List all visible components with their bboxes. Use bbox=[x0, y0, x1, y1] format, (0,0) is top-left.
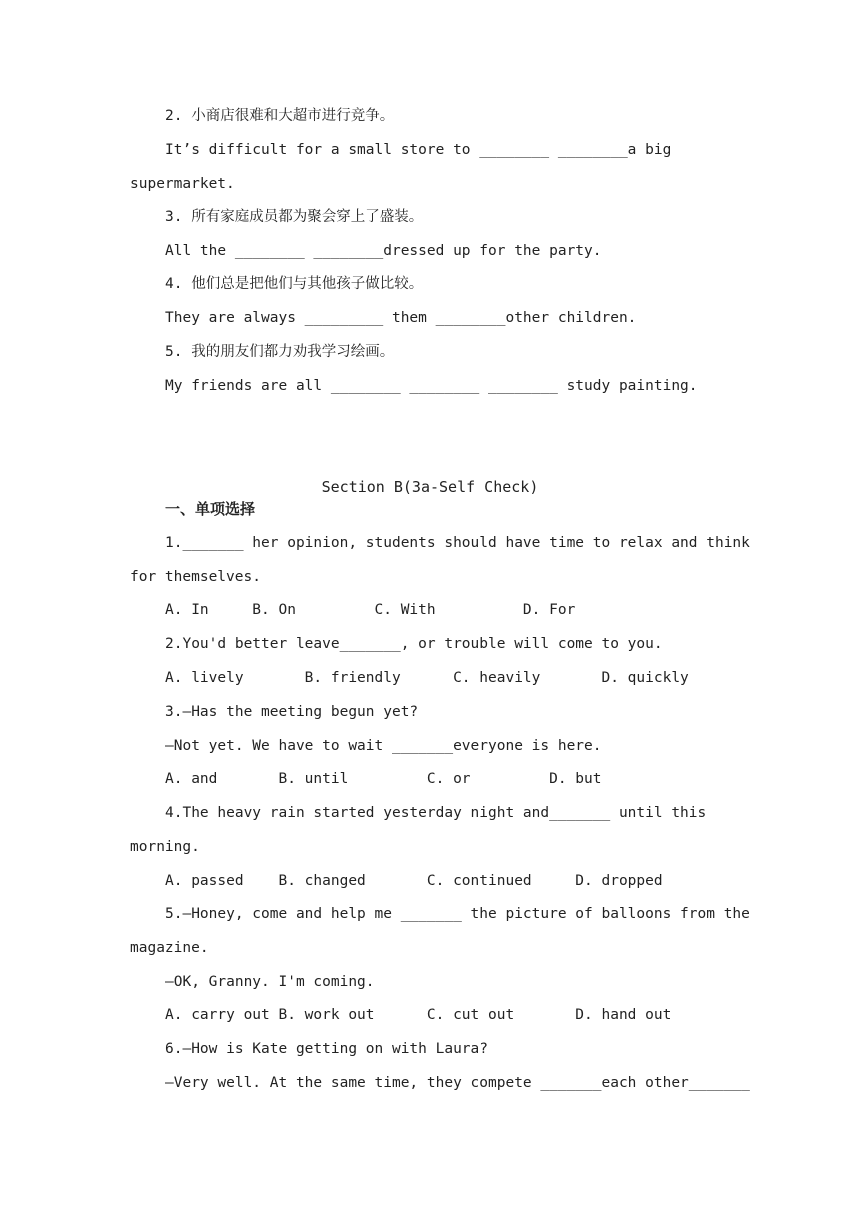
mc-q1-stem-cont: for themselves. bbox=[130, 569, 261, 585]
translation-q4-chinese: 4. 他们总是把他们与其他孩子做比较。 bbox=[165, 276, 424, 292]
mc-q6-stem: 6.—How is Kate getting on with Laura? bbox=[165, 1041, 489, 1057]
mc-q3-options: A. and B. until C. or D. but bbox=[165, 771, 602, 787]
mc-q3-stem: 3.—Has the meeting begun yet? bbox=[165, 704, 419, 720]
section-title: Section B(3a-Self Check) bbox=[321, 478, 539, 496]
translation-q5-chinese: 5. 我的朋友们都力劝我学习绘画。 bbox=[165, 344, 395, 360]
mc-q2-options: A. lively B. friendly C. heavily D. quickly bbox=[165, 670, 689, 686]
translation-q5-english: My friends are all ________ ________ ________ study painting. bbox=[165, 378, 698, 394]
translation-q4-english: They are always _________ them ________other children. bbox=[165, 310, 637, 326]
translation-q3-chinese: 3. 所有家庭成员都为聚会穿上了盛装。 bbox=[165, 209, 424, 225]
mc-q5-options: A. carry out B. work out C. cut out D. hand out bbox=[165, 1007, 672, 1023]
translation-q3-english: All the ________ ________dressed up for the party. bbox=[165, 243, 602, 259]
mc-q5-stem-reply: —OK, Granny. I'm coming. bbox=[165, 974, 375, 990]
translation-q2-english: It’s difficult for a small store to ________ ________a big bbox=[165, 142, 672, 158]
mc-q4-stem: 4.The heavy rain started yesterday night and_______ until this bbox=[165, 805, 707, 821]
mc-q5-stem: 5.—Honey, come and help me _______ the picture of balloons from the bbox=[165, 906, 750, 922]
mc-q3-stem-reply: —Not yet. We have to wait _______everyone is here. bbox=[165, 738, 602, 754]
mc-q4-options: A. passed B. changed C. continued D. dropped bbox=[165, 873, 663, 889]
translation-q2-chinese: 2. 小商店很难和大超市进行竞争。 bbox=[165, 108, 395, 124]
mc-q1-stem: 1._______ her opinion, students should have time to relax and think bbox=[165, 535, 750, 551]
mc-q6-stem-reply: —Very well. At the same time, they compete _______each other_______ bbox=[165, 1075, 750, 1091]
part-heading: 一、单项选择 bbox=[165, 500, 256, 518]
mc-q4-stem-cont: morning. bbox=[130, 839, 200, 855]
mc-q5-stem-cont: magazine. bbox=[130, 940, 209, 956]
mc-q1-options: A. In B. On C. With D. For bbox=[165, 602, 576, 618]
mc-q2-stem: 2.You'd better leave_______, or trouble will come to you. bbox=[165, 636, 663, 652]
translation-q2-english-cont: supermarket. bbox=[130, 176, 235, 192]
